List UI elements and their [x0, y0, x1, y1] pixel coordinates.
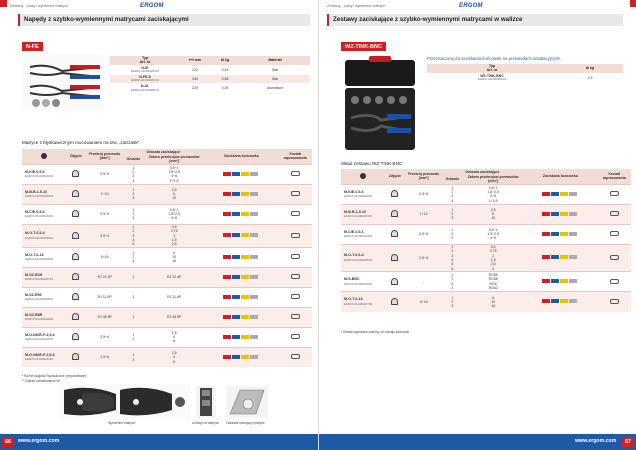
footer [319, 434, 636, 450]
socket-cell: 1 2 3 [123, 247, 145, 267]
section-cell: 2,5÷6 [87, 347, 123, 367]
terminal-cell [204, 224, 278, 247]
crimp-shape-icon [291, 334, 300, 339]
die-name-cell: M-CIE-0,5-6 E04PZ-01130020401 [22, 204, 65, 224]
page-number: 67 [622, 437, 634, 447]
terminal-icon [540, 210, 580, 218]
shape-cell [597, 244, 631, 272]
col-photo: Zdjęcie [65, 149, 87, 164]
holder-photo [196, 386, 216, 418]
die-photo [384, 272, 406, 292]
section-cell: 6÷16 [87, 247, 123, 267]
range-cell: 6 10 16 [144, 247, 204, 267]
die-icon [391, 210, 398, 217]
table-row [22, 347, 312, 367]
col-length: ⟷ mm [180, 56, 210, 65]
range-cell: 0,5 0,75 1 1,5 2,5 4 [463, 244, 523, 272]
table-row [341, 204, 631, 224]
socket-cell: 1 2 3 [442, 224, 464, 244]
weight-icon: ⚖ [220, 58, 225, 63]
corner-mark [0, 0, 7, 7]
crimp-shape-icon [291, 314, 300, 319]
table-row [22, 267, 312, 287]
terminal-cell [523, 272, 597, 292]
shape-cell [597, 184, 631, 204]
shape-cell [278, 164, 312, 184]
terminal-icon [221, 273, 261, 281]
die-photo [65, 184, 87, 204]
terminal-cell [523, 204, 597, 224]
table-row: N-FE-S E04PZ-01130020101 240 0,65 Stal [110, 74, 310, 83]
terminal-icon [221, 253, 261, 261]
die-icon [391, 254, 398, 261]
length-icon: ⟷ [188, 58, 194, 63]
table-row [22, 287, 312, 307]
die-photo [384, 184, 406, 204]
terminal-icon [221, 293, 261, 301]
footnote: * Różne długości hydrauliczne (niepowielane) [22, 374, 87, 378]
section-cell: 2,5÷6 [87, 327, 123, 347]
shape-cell [597, 292, 631, 312]
shape-cell [278, 224, 312, 247]
section-cell: 0,5÷6 [87, 164, 123, 184]
running-header: Zestawy - prasy i wymienne matryce [10, 4, 69, 8]
shape-cell [278, 204, 312, 224]
socket-cell: 1 2 3 [123, 204, 145, 224]
brand-logo: ERGOM [459, 3, 483, 9]
die-photo [384, 204, 406, 224]
section-cell: RJ 45 8P [87, 307, 123, 327]
section-cell: RJ 11 6P [87, 287, 123, 307]
die-name-cell: M-SZ-R06 E04PZ-01130020801 [22, 287, 65, 307]
terminal-icon [540, 277, 580, 285]
die-name-cell: M-O-T-6-16 E04PZ-01130020601 [22, 247, 65, 267]
range-cell: 2,5 4 6 [144, 327, 204, 347]
table-row [22, 184, 312, 204]
crimp-shape-icon [291, 354, 300, 359]
section-cell: 0,5÷6 [87, 204, 123, 224]
section-cell: - [406, 272, 442, 292]
terminal-cell [523, 184, 597, 204]
terminal-cell [204, 204, 278, 224]
range-cell: 2,5 6 10 [144, 184, 204, 204]
die-icon [72, 293, 79, 300]
weight-icon: ⚖ [585, 66, 590, 71]
crimp-shape-icon [291, 254, 300, 259]
socket-cell: 1 2 [123, 327, 145, 347]
table-row [341, 224, 631, 244]
die-name-cell: M-S-BNC E04PZ-01130020601 [341, 272, 384, 292]
terminal-icon [221, 353, 261, 361]
page-title: Zestawy zaciskające z szybko-wymiennymi matrycami w walizce [333, 16, 523, 23]
table-row [341, 184, 631, 204]
table-row [341, 292, 631, 312]
col-gear [22, 149, 65, 164]
die-icon [72, 170, 79, 177]
socket-cell: 1 2 [123, 347, 145, 367]
section-cell: RJ 22 4P [87, 267, 123, 287]
shape-cell [278, 327, 312, 347]
socket-cell: 1 [123, 267, 145, 287]
gear-icon [41, 153, 47, 159]
case-photo [341, 54, 419, 154]
crimp-shape-icon [291, 274, 300, 279]
die-icon [72, 210, 79, 217]
table-row [341, 244, 631, 272]
socket-cell: 1 2 3 4 [442, 184, 464, 204]
website-url[interactable]: www.ergom.com [575, 438, 617, 444]
caption-holder: Uchwyt na matryce [192, 421, 220, 425]
col-sockets: Gniazda zaciskające [442, 169, 523, 175]
terminal-icon [221, 231, 261, 239]
die-name-cell: M-O-T-0,5-4 E04PZ-01130020501 [341, 244, 384, 272]
terminal-cell [204, 307, 278, 327]
caption-dies: Wymienne matryce [108, 421, 136, 425]
die-name-cell: M-B-B-1,5-10 E04PZ-01130020301 [341, 204, 384, 224]
terminal-icon [221, 210, 261, 218]
terminal-icon [221, 190, 261, 198]
die-name-cell: M-O-T-6-16 E04PZ-01130020701 [341, 292, 384, 312]
col-type: Typ Art. nr [110, 56, 180, 65]
die-icon [72, 333, 79, 340]
die-photo [65, 204, 87, 224]
terminal-cell [204, 287, 278, 307]
col-section: Przekrój przewodu [mm²] [87, 149, 123, 164]
col-gear [341, 169, 384, 184]
die-icon [391, 190, 398, 197]
shape-cell [278, 184, 312, 204]
terminal-cell [523, 224, 597, 244]
table-row [22, 307, 312, 327]
range-cell: 0,5÷1 1,5÷2,5 4÷6 [144, 204, 204, 224]
table-row: N-AL E04PZ-01130020101 220 0,25 Aluminium [110, 84, 310, 93]
gear-icon [360, 173, 366, 179]
terminal-cell [204, 327, 278, 347]
die-photo [65, 267, 87, 287]
table-row: N-IE E04PZ-01130020101 220 0,45 Stal [110, 65, 310, 74]
section-cell: 1÷10 [406, 204, 442, 224]
die-name-cell: M-B-B-1,5-10 E04PZ-01130020301 [22, 184, 65, 204]
range-cell: 2,5 4 6 [144, 347, 204, 367]
range-cell: 0,5÷1 1,5÷2,5 4÷6 1÷1,5 [144, 164, 204, 184]
terminal-cell [204, 164, 278, 184]
die-name-cell: M-O-NKIE-P-2,5-6 E04PZ-01130021101 [22, 347, 65, 367]
terminal-cell [204, 267, 278, 287]
die-photo [65, 327, 87, 347]
socket-cell: 1 2 3 [442, 292, 464, 312]
terminal-icon [540, 230, 580, 238]
range-cell: 6 10 16 [463, 292, 523, 312]
title-bar [18, 14, 310, 26]
section-cell: 1÷10 [87, 184, 123, 204]
die-icon [72, 190, 79, 197]
terminal-icon [221, 170, 261, 178]
lock-photo [226, 386, 268, 418]
table-row [22, 327, 312, 347]
crimp-shape-icon [291, 211, 300, 216]
dies-table [22, 149, 312, 367]
range-cell: 0,5÷1 1,5÷2,5 4÷6 1÷1,5 [463, 184, 523, 204]
range-cell: RJ 45 8P [144, 307, 204, 327]
page-number: 66 [2, 437, 14, 447]
brand-logo: ERGOM [140, 3, 164, 9]
crimp-shape-icon [291, 233, 300, 238]
table-row [22, 224, 312, 247]
title-bar [327, 14, 623, 26]
range-cell: 0,5÷1 1,5÷2,5 4÷6 [463, 224, 523, 244]
crimp-shape-icon [610, 231, 619, 236]
table-row: WZ-TINK-BNC E04PZ-01130050001 1,5 [427, 73, 623, 82]
footnote: * Kształt wypustów zależny od rodzaju końcówki [341, 330, 410, 334]
crimp-shape-icon [610, 299, 619, 304]
col-weight: ⚖ kg [210, 56, 240, 65]
die-photo [384, 292, 406, 312]
socket-cell: 1 [123, 287, 145, 307]
socket-cell: 1 [123, 307, 145, 327]
col-shape: Kształt zaprasowania [278, 149, 312, 164]
die-name-cell: M-SZ-R2H E04PZ-01130020701 [22, 267, 65, 287]
die-name-cell: M-O-T-0,5-4 E04PZ-01130020501 [22, 224, 65, 247]
product-code: N-FE [22, 42, 43, 51]
die-photo [65, 164, 87, 184]
crimp-shape-icon [610, 191, 619, 196]
col-photo: Zdjęcie [384, 169, 406, 184]
pliers-photo [22, 55, 104, 110]
footer [0, 434, 318, 450]
range-cell: RJ 22 4P [144, 267, 204, 287]
die-photo [384, 224, 406, 244]
die-photo [65, 307, 87, 327]
die-icon [72, 353, 79, 360]
col-weight: ⚖ kg [557, 64, 623, 73]
dies-photo [60, 384, 190, 420]
die-icon [72, 232, 79, 239]
crimp-shape-icon [291, 191, 300, 196]
die-icon [72, 313, 79, 320]
terminal-icon [221, 333, 261, 341]
col-range: Zakres przekrojów przewodów [mm²] [463, 175, 523, 184]
die-photo [65, 287, 87, 307]
crimp-shape-icon [610, 211, 619, 216]
table-row [22, 164, 312, 184]
col-sockets: Gniazda zaciskające [123, 149, 204, 155]
die-name-cell: M-KIE-0,5-6 E04PZ-01130020201 [22, 164, 65, 184]
socket-cell: 1 2 3 [123, 184, 145, 204]
terminal-cell [523, 292, 597, 312]
shape-cell [278, 307, 312, 327]
crimp-shape-icon [610, 255, 619, 260]
section-cell: 6÷16 [406, 292, 442, 312]
terminal-cell [204, 347, 278, 367]
running-header: Zestawy - prasy i wymienne matryce [327, 4, 386, 8]
die-name-cell: M-SZ-R8R E04PZ-01130020901 [22, 307, 65, 327]
range-cell: 0,5 0,75 1 1,5 2,5 [144, 224, 204, 247]
right-page [318, 0, 636, 450]
col-range: Zakres przekrojów przewodów [mm²] [144, 155, 204, 164]
product-description: Przeznaczony do zaciskania końcówek na przewodach instalacyjnych. [427, 56, 561, 61]
col-socket: Gniazdo [442, 175, 464, 184]
table-row [341, 272, 631, 292]
die-photo [65, 247, 87, 267]
crimp-shape-icon [291, 294, 300, 299]
website-url[interactable]: www.ergom.com [18, 438, 60, 444]
terminal-cell [204, 184, 278, 204]
page-title: Napędy z szybko-wymiennymi matrycami zaciskającymi [24, 16, 189, 23]
spec-table [110, 56, 310, 93]
die-icon [72, 253, 79, 260]
socket-cell: 1 2 3 [442, 204, 464, 224]
dies-heading: Matryce z błyskawicznym mocowaniem na tzw. „zatrzask” [22, 140, 140, 145]
col-shape: Kształt zaprasowania [597, 169, 631, 184]
set-dies-table [341, 169, 631, 312]
die-name-cell: M-KIE-0,5-6 E04PZ-01130020201 [341, 184, 384, 204]
terminal-icon [540, 190, 580, 198]
crimp-shape-icon [291, 171, 300, 176]
col-type: Typ Art. nr [427, 64, 557, 73]
terminal-cell [204, 247, 278, 267]
die-name-cell: M-CIE-0,5-6 E04PZ-01130020401 [341, 224, 384, 244]
range-cell: RJ 11 6P [144, 287, 204, 307]
range-cell: RG59 RG58 RG6 RG62 [463, 272, 523, 292]
col-socket: Gniazdo [123, 155, 145, 164]
die-photo [65, 224, 87, 247]
table-row [22, 247, 312, 267]
die-photo [384, 244, 406, 272]
range-cell: 2,5 6 10 [463, 204, 523, 224]
section-cell: 0,5÷4 [87, 224, 123, 247]
shape-cell [597, 224, 631, 244]
terminal-icon [221, 313, 261, 321]
terminal-cell [523, 244, 597, 272]
col-material: Materiał [240, 56, 310, 65]
corner-mark [630, 0, 636, 7]
socket-cell: 1 2 3 4 5 6 [442, 244, 464, 272]
die-name-cell: M-O-NKIE-P-2,5-6 E04PZ-01130021001 [22, 327, 65, 347]
die-icon [391, 298, 398, 305]
shape-cell [278, 287, 312, 307]
product-code: WZ-TINK-BNC [341, 42, 386, 51]
shape-cell [278, 267, 312, 287]
section-cell: 0,5÷4 [406, 244, 442, 272]
caption-lock: Zatrzask mocujący matryce [226, 421, 265, 425]
spec-table [427, 64, 623, 82]
footnote: ** Zakres oznakowania NH [22, 379, 61, 383]
die-icon [391, 278, 398, 285]
terminal-icon [540, 297, 580, 305]
terminal-icon [540, 253, 580, 261]
section-cell: 0,5÷6 [406, 184, 442, 204]
shape-cell [597, 272, 631, 292]
table-row [22, 204, 312, 224]
col-terminal: Zaciskana końcówka [523, 169, 597, 184]
socket-cell: 1 2 3 4 [123, 164, 145, 184]
col-section: Przekrój przewodu [mm²] [406, 169, 442, 184]
set-heading: Skład zestawu WZ-TINK-BNC [341, 161, 403, 166]
socket-cell: 1 2 3 4 [442, 272, 464, 292]
die-photo [65, 347, 87, 367]
die-icon [72, 273, 79, 280]
col-terminal: Zaciskana końcówka [204, 149, 278, 164]
shape-cell [597, 204, 631, 224]
section-cell: 0,5÷6 [406, 224, 442, 244]
socket-cell: 1 2 3 4 5 [123, 224, 145, 247]
shape-cell [278, 247, 312, 267]
crimp-shape-icon [610, 279, 619, 284]
die-icon [391, 230, 398, 237]
shape-cell [278, 347, 312, 367]
